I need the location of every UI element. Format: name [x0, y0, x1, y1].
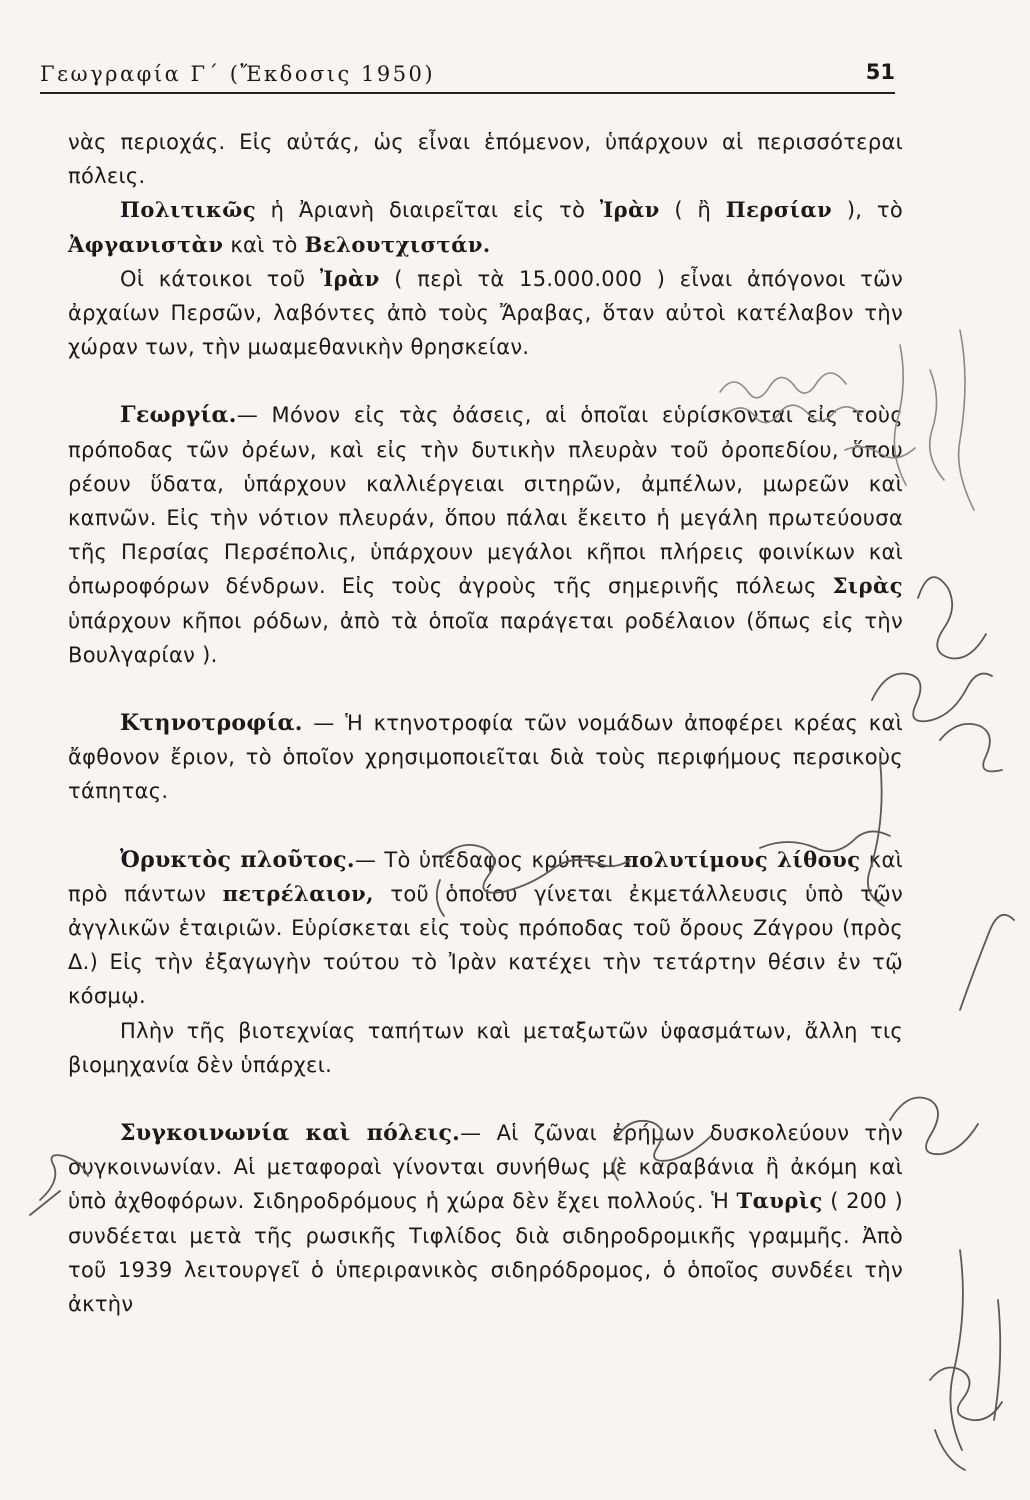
paragraph-politics — [68, 193, 903, 261]
bold-term: Περσίαν — [725, 197, 833, 223]
bold-term: Ἰρὰν — [599, 197, 660, 223]
bold-term: πετρέλαιον, — [222, 880, 374, 906]
text-run: ( 200 ) συνδέεται μετὰ τῆς ρωσικῆς Τιφλίδος διὰ σιδηροδρομικῆς γραμμῆς. Ἀπὸ τοῦ 1939 λειτουργεῖ ὁ ὑπεριρανικὸς σιδηρόδρομος, ὁ ὁποῖος συνδέει τὴν ἀκτὴν — [68, 1189, 903, 1317]
running-title: Γεωγραφία Γ΄ (Ἔκδοσις 1950) — [40, 62, 436, 86]
paragraph-minerals — [68, 843, 903, 1014]
paragraph-1 — [68, 125, 903, 193]
paragraph-industry — [68, 1014, 903, 1082]
text-run: Πλὴν τῆς βιοτεχνίας ταπήτων καὶ μεταξωτῶν ὑφασμάτων, ἄλλη τις βιομηχανία δὲν ὑπάρχει. — [68, 1018, 903, 1077]
page-number: 51 — [865, 60, 895, 84]
bold-term: Ἰρὰν — [319, 265, 380, 291]
text-run: Οἱ κάτοικοι τοῦ — [120, 266, 320, 291]
bold-term: Σιρὰς — [832, 573, 903, 599]
text-run: — Αἱ ζῶναι ἐρήμων δυσκολεύουν τὴν συγκοινωνίαν. Αἱ μεταφοραὶ γίνονται συνήθως μὲ καραβάνια ἢ ἀκόμη καὶ ὑπὸ ἀχθοφόρων. Σιδηροδρόμους ἡ χώρα δὲν ἔχει πολλούς. Ἡ — [68, 1121, 903, 1214]
text-run: ( ἢ — [659, 198, 726, 223]
text-run: καὶ πρὸ πάντων — [68, 847, 903, 906]
paragraph-agriculture — [68, 398, 903, 672]
paragraph-livestock — [68, 706, 903, 809]
bold-term: Πολιτικῶς — [120, 197, 257, 223]
section-heading: Γεωργία. — [120, 402, 237, 429]
text-run: — Ἡ κτηνοτροφία τῶν νομάδων ἀποφέρει κρέας καὶ ἄφθονον ἔριον, τὸ ὁποῖον χρησιμοποιεῖται διὰ τοὺς περιφήμους περσικοὺς τάπητας. — [68, 711, 903, 804]
bold-term: πολυτίμους λίθους — [623, 846, 861, 872]
page-header — [40, 60, 895, 94]
body-text — [68, 125, 903, 1321]
text-run: ( περὶ τὰ 15.000.000 ) εἶναι ἀπόγονοι τῶν ἀρχαίων Περσῶν, λαβόντες ἀπὸ τοὺς Ἄραβας, ὅταν αὐτοὶ κατέλαβον τὴν χώραν των, τὴν μωαμεθανικὴν θρησκείαν. — [68, 266, 904, 360]
text-run: ), τὸ — [832, 198, 903, 223]
bold-term: Ταυρὶς — [736, 1188, 823, 1214]
text-run: — Μόνον εἰς τὰς ὀάσεις, αἱ ὁποῖαι εὑρίσκονται εἰς τοὺς πρόποδας τῶν ὀρέων, καὶ εἰς τὴν δυτικὴν πλευρὰν τοῦ ὀροπεδίου, ὅπου ρέουν ὕδατα, ὑπάρχουν καλλιέργειαι σιτηρῶν, ἀμπέλων, μωρεῶν καὶ καπνῶν. Εἰς τὴν νότιον πλευράν, ὅπου πάλαι ἔκειτο ἡ μεγάλη πρωτεύουσα τῆς Περσίας Περσέπολις, ὑπάρχουν μεγάλοι κῆποι πλήρεις φοινίκων καὶ ὀπωροφόρων δένδρων. Εἰς τοὺς ἀγροὺς τῆς σημερινῆς πόλεως — [68, 403, 903, 599]
section-heading: Κτηνοτροφία. — [120, 710, 303, 737]
text-run: ὑπάρχουν κῆποι ρόδων, ἀπὸ τὰ ὁποῖα παράγεται ροδέλαιον (ὅπως εἰς τὴν Βουλγαρίαν ). — [68, 608, 903, 667]
text-run: — Τὸ ὑπέδαφος κρύπτει — [354, 847, 624, 872]
text-run: νὰς περιοχάς. Εἰς αὐτάς, ὡς εἶναι ἑπόμενον, ὑπάρχουν αἱ περισσότεραι πόλεις. — [68, 130, 903, 189]
bold-term: Ἀφγανιστὰν — [68, 231, 224, 257]
section-heading: Ὀρυκτὸς πλοῦτος. — [120, 846, 355, 873]
section-heading: Συγκοινωνία καὶ πόλεις. — [120, 1120, 461, 1147]
text-run: ἡ Ἀριανὴ διαιρεῖται εἰς τὸ — [256, 198, 600, 223]
paragraph-transport — [68, 1116, 903, 1321]
bold-term: Βελουτχιστάν. — [304, 231, 491, 257]
paragraph-inhabitants — [68, 262, 903, 365]
text-run: καὶ τὸ — [223, 232, 305, 257]
text-run: τοῦ ὁποίου γίνεται ἐκμετάλλευσις ὑπὸ τῶν ἀγγλικῶν ἑταιριῶν. Εὑρίσκεται εἰς τοὺς πρόποδας τοῦ ὄρους Ζάγρου (πρὸς Δ.) Εἰς τὴν ἐξαγωγὴν τούτου τὸ Ἰρὰν κατέχει τὴν τετάρτην θέσιν ἐν τῷ κόσμῳ. — [68, 881, 903, 1009]
